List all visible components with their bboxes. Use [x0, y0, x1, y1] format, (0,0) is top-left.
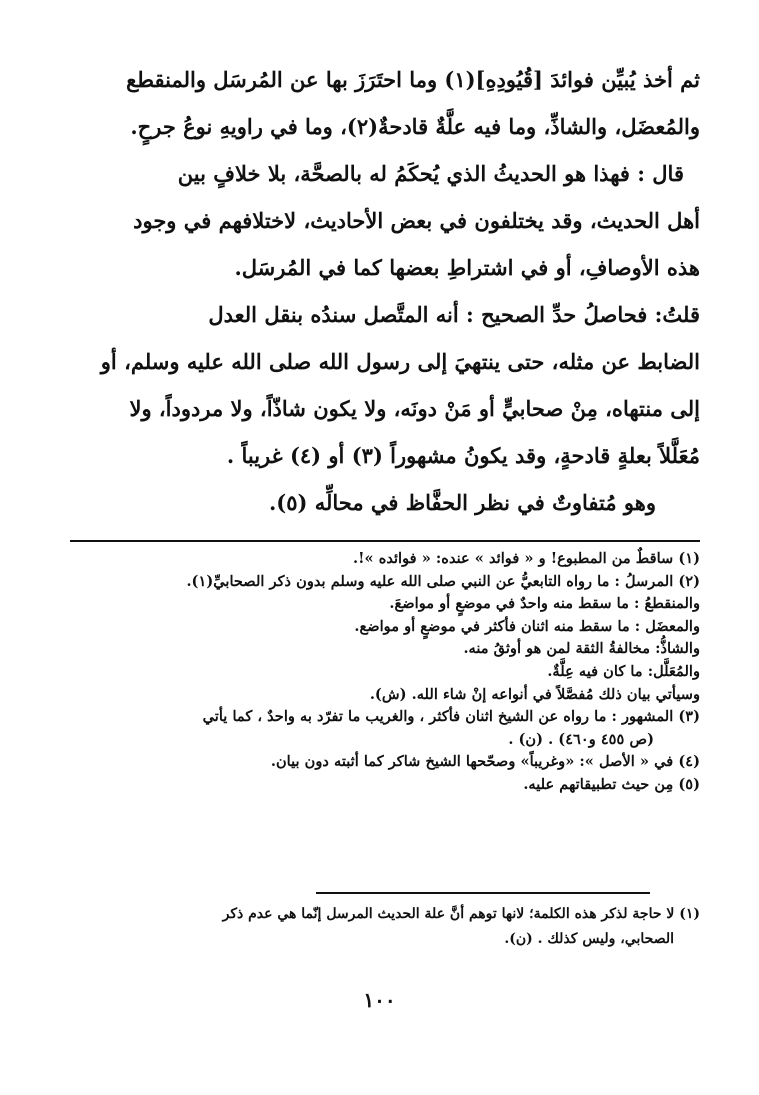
paragraph-line: مُعَلَّلاً بعلةٍ قادحةٍ، وقد يكونُ مشهوراً (٣) أو (٤) غريباً . [226, 443, 700, 468]
footnote-divider [70, 540, 700, 542]
footnote-4: (٤) في « الأصل »: «وغريباً» وصحّحها الشيخ شاكر كما أثبته دون بيان. [270, 753, 700, 771]
paragraph-line: هذه الأوصافِ، أو في اشتراطِ بعضها كما في المُرسَل. [234, 255, 700, 280]
editor-note-divider [316, 892, 650, 894]
footnote-1: (١) ساقطٌ من المطبوع! و « فوائد » عنده: « فوائده »!. [353, 550, 700, 567]
paragraph-line: أهل الحديث، وقد يختلفون في بعض الأحاديث، لاختلافهم في وجود [133, 208, 700, 233]
paragraph-line: والمُعضَل، والشاذِّ، وما فيه علَّةٌ قادحةٌ(٢)، وما في راويهِ نوعُ جرحٍ. [130, 114, 700, 139]
editor-note-1-continuation: الصحابي، وليس كذلك . (ن). [504, 931, 674, 947]
paragraph-line [70, 291, 700, 338]
paragraph-line: ثم أخذ يُبيِّن فوائدَ [قُيُودِهِ](١) وما احتَرَزَ بها عن المُرسَل والمنقطع [126, 67, 700, 92]
footnote-2-continuation: والمعضَل : ما سقط منه اثنان فأكثر في موضعٍ أو مواضع. [354, 617, 700, 635]
footnote-2-continuation: والشاذُّ: مخالفةُ الثقة لمن هو أوثقُ منه. [463, 640, 700, 658]
footnote-3: (٣) المشهور : ما رواه عن الشيخ اثنان فأكثر ، والغريب ما تفرّد به واحدٌ ، كما يأتي [202, 708, 700, 726]
qultu-lead: قلتُ: [654, 302, 700, 327]
footnote-2-continuation: وسيأتي بيان ذلك مُفصَّلاً في أنواعه إنْ شاء الله. (ش). [369, 685, 700, 703]
editor-notes [70, 902, 700, 952]
main-text [70, 56, 700, 526]
footnote-2-continuation: والمُعَلَّل: ما كان فيه عِلَّةٌ. [547, 662, 700, 680]
editor-note-1: (١) لا حاجة لذكر هذه الكلمة؛ لانها توهم أنَّ علة الحديث المرسل إنّما هي عدم ذكر [222, 906, 700, 922]
footnote-2-continuation: والمنقطعُ : ما سقط منه واحدٌ في موضعٍ أو مواضعَ. [389, 595, 700, 613]
page-number: ١٠٠ [363, 988, 396, 1012]
footnote-2: (٢) المرسلُ : ما رواه التابعيُّ عن النبي صلى الله عليه وسلم بدون ذكر الصحابيِّ(١). [186, 572, 700, 590]
paragraph-line: إلى منتهاه، مِنْ صحابيٍّ أو مَنْ دونَه، ولا يكون شاذّاً، ولا مردوداً، ولا [129, 396, 700, 421]
footnotes [70, 548, 700, 797]
paragraph-text: فحاصلُ حدِّ الصحيح : أنه المتَّصل سندُه بنقل العدل [208, 302, 655, 327]
footnote-5: (٥) مِن حيث تطبيقاتهم عليه. [523, 775, 700, 793]
paragraph-line: وهو مُتفاوتٌ في نظر الحفَّاظ في محالِّه (٥). [268, 490, 656, 515]
paragraph-line: الضابط عن مثله، حتى ينتهيَ إلى رسول الله صلى الله عليه وسلم، أو [100, 349, 700, 374]
footnote-3-continuation: (ص ٤٥٥ و٤٦٠) . (ن) . [508, 730, 654, 748]
paragraph-line: قال : فهذا هو الحديثُ الذي يُحكَمُ له بالصحَّة، بلا خلافٍ بين [177, 161, 684, 186]
